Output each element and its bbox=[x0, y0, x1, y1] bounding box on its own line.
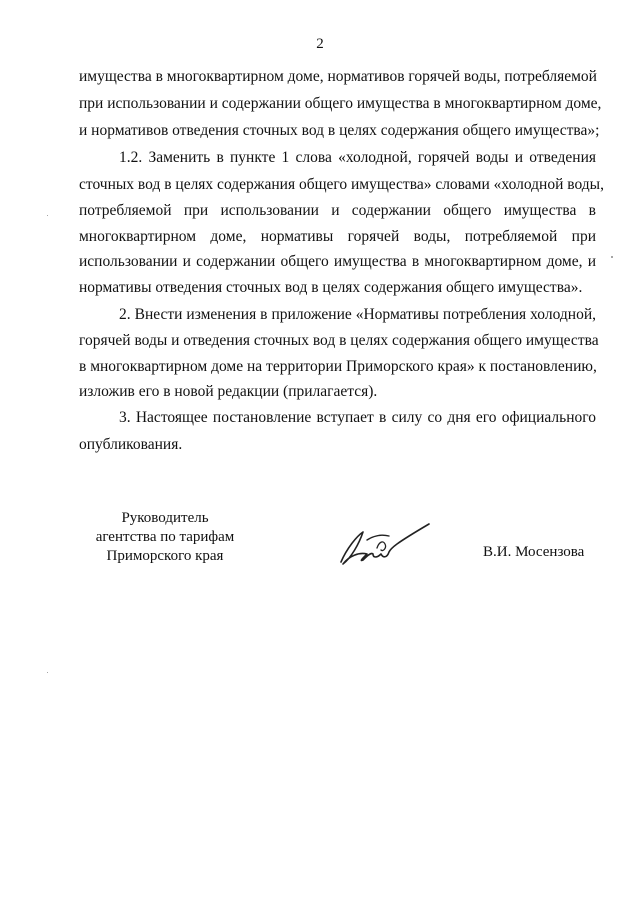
signatory-position-line: Приморского края bbox=[106, 548, 224, 564]
body-line: 2. Внести изменения в приложение «Нормативы потребления холодной, bbox=[119, 306, 596, 323]
body-line: опубликования. bbox=[79, 436, 183, 453]
body-line: изложив его в новой редакции (прилагается). bbox=[79, 383, 378, 400]
body-line: сточных вод в целях содержания общего имущества» словами «холодной воды, bbox=[79, 176, 604, 193]
body-line: горячей воды и отведения сточных вод в целях содержания общего имущества bbox=[79, 332, 599, 349]
body-line: в многоквартирном доме на территории Приморского края» к постановлению, bbox=[79, 358, 597, 375]
signatory-name: В.И. Мосензова bbox=[483, 544, 585, 560]
body-line: при использовании и содержании общего имущества в многоквартирном доме, bbox=[79, 95, 602, 112]
body-line: и нормативов отведения сточных вод в целях содержания общего имущества»; bbox=[79, 122, 600, 139]
page-number: 2 bbox=[316, 36, 324, 52]
signatory-position bbox=[75, 509, 255, 566]
body-line: потребляемой при использовании и содержании общего имущества в bbox=[79, 202, 596, 219]
body-line: нормативы отведения сточных вод в целях содержания общего имущества». bbox=[79, 279, 583, 296]
scan-speck bbox=[611, 256, 613, 258]
body-line: 3. Настоящее постановление вступает в силу со дня его официального bbox=[119, 409, 596, 426]
scan-speck bbox=[47, 215, 48, 216]
handwritten-signature bbox=[333, 518, 433, 568]
body-line: 1.2. Заменить в пункте 1 слова «холодной, горячей воды и отведения bbox=[119, 149, 596, 166]
body-line: использовании и содержании общего имущества в многоквартирном доме, и bbox=[79, 253, 596, 270]
signatory-position-line: Руководитель bbox=[121, 510, 209, 526]
scan-speck bbox=[47, 672, 48, 673]
body-line: многоквартирном доме, нормативы горячей воды, потребляемой при bbox=[79, 228, 596, 245]
body-line: имущества в многоквартирном доме, нормативов горячей воды, потребляемой bbox=[79, 68, 597, 85]
signatory-position-line: агентства по тарифам bbox=[95, 529, 235, 545]
